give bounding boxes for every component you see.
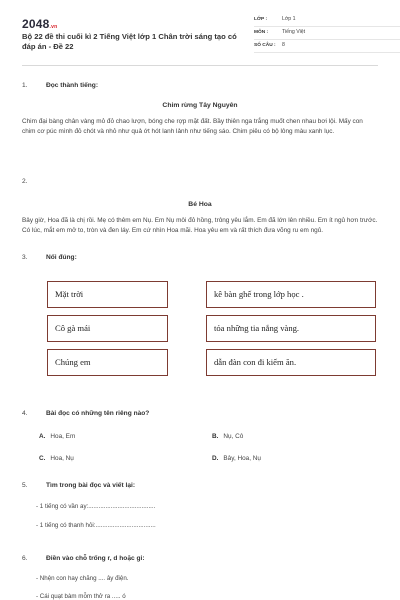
option-text: Nụ, Cô: [223, 433, 244, 440]
question-5: [22, 482, 378, 531]
option-text: Hoa, Em: [50, 433, 76, 440]
meta-value: 8: [282, 42, 285, 49]
option-letter: B.: [212, 433, 219, 440]
answer-line: - 1 tiếng có thanh hỏi:...................................: [36, 522, 156, 530]
option-b[interactable]: [212, 433, 243, 442]
fill-line: - Cái quạt bàm mỗm thở ra ..... ó: [36, 593, 126, 600]
meta-row-grade: [254, 14, 400, 27]
question-number: 4.: [22, 410, 28, 417]
option-c[interactable]: [39, 455, 74, 464]
question-number: 3.: [22, 254, 28, 261]
meta-value: Lớp 1: [282, 16, 296, 23]
question-2: [22, 178, 378, 236]
question-title: Điền vào chỗ trống r, d hoặc gi:: [46, 555, 145, 562]
meta-table: [254, 14, 400, 53]
question-title: Bài đọc có những tên riêng nào?: [46, 410, 150, 417]
site-logo[interactable]: [22, 16, 57, 32]
meta-key: MÔN :: [254, 29, 269, 35]
match-left-item[interactable]: Mặt trời: [47, 281, 168, 308]
meta-key: LỚP :: [254, 16, 268, 22]
document-title: Bộ 22 đề thi cuối kì 2 Tiếng Việt lớp 1 Chân trời sáng tạo có đáp án - Đề 22: [22, 32, 237, 52]
meta-key: SỐ CÂU :: [254, 42, 276, 48]
meta-row-question-count: [254, 40, 400, 53]
meta-value: Tiếng Việt: [282, 29, 306, 36]
logo-text: 2048: [22, 17, 50, 31]
question-title: Tìm trong bài đọc và viết lại:: [46, 482, 136, 489]
passage-text: Chim đại bàng chân vàng mỏ đỏ chao lượn, bóng che rợp mặt đất. Bầy thiên nga trắng muốt chen nhau bơi lội. Mấy con chim cơ púc mình đỏ chót và nhỏ như quả ớt hót lanh lảnh như tiếng sáo. Chim piêu có bộ lông màu xanh lục.: [22, 118, 363, 135]
passage-title: Chim rừng Tây Nguyên: [162, 101, 238, 109]
match-left-item[interactable]: Cô gà mái: [47, 315, 168, 342]
meta-row-subject: [254, 27, 400, 40]
option-letter: A.: [39, 433, 46, 440]
question-number: 1.: [22, 82, 28, 89]
question-3: [22, 254, 378, 263]
option-letter: D.: [212, 455, 219, 462]
question-1: [22, 82, 378, 137]
option-letter: C.: [39, 455, 46, 462]
match-right-item[interactable]: kê bàn ghế trong lớp học .: [206, 281, 376, 308]
document-header: [22, 0, 378, 66]
question-number: 2.: [22, 178, 28, 185]
logo-suffix: .vn: [49, 24, 58, 30]
question-title: Đọc thành tiếng:: [46, 82, 99, 89]
match-left-item[interactable]: Chúng em: [47, 349, 168, 376]
question-number: 6.: [22, 555, 28, 562]
option-text: Hoa, Nụ: [50, 455, 74, 462]
option-d[interactable]: [212, 455, 261, 464]
passage-title: Bé Hoa: [188, 200, 212, 208]
answer-line: - 1 tiếng có vần ay:.......................................: [36, 502, 156, 510]
match-right-item[interactable]: tỏa những tia nắng vàng.: [206, 315, 376, 342]
question-title: Nối đúng:: [46, 254, 77, 261]
match-right-item[interactable]: dẫn đàn con đi kiếm ăn.: [206, 349, 376, 376]
passage-text: Bây giờ, Hoa đã là chị rồi. Mẹ có thêm em Nụ. Em Nụ môi đỏ hồng, trông yêu lắm. Em đã lớn lên nhiều. Em ít ngủ hơn trước. Có lúc, mắt em mở to, tròn và đen láy. Em cứ nhìn Hoa mãi. Hoa yêu em và rất thích đưa võng ru em ngủ.: [22, 217, 378, 234]
question-number: 5.: [22, 482, 28, 489]
option-text: Bây, Hoa, Nụ: [223, 455, 261, 462]
question-4: [22, 410, 378, 419]
option-a[interactable]: [39, 433, 75, 442]
question-6: [22, 555, 378, 600]
fill-line: - Nhện con hay chăng .... ây điện.: [36, 574, 129, 582]
